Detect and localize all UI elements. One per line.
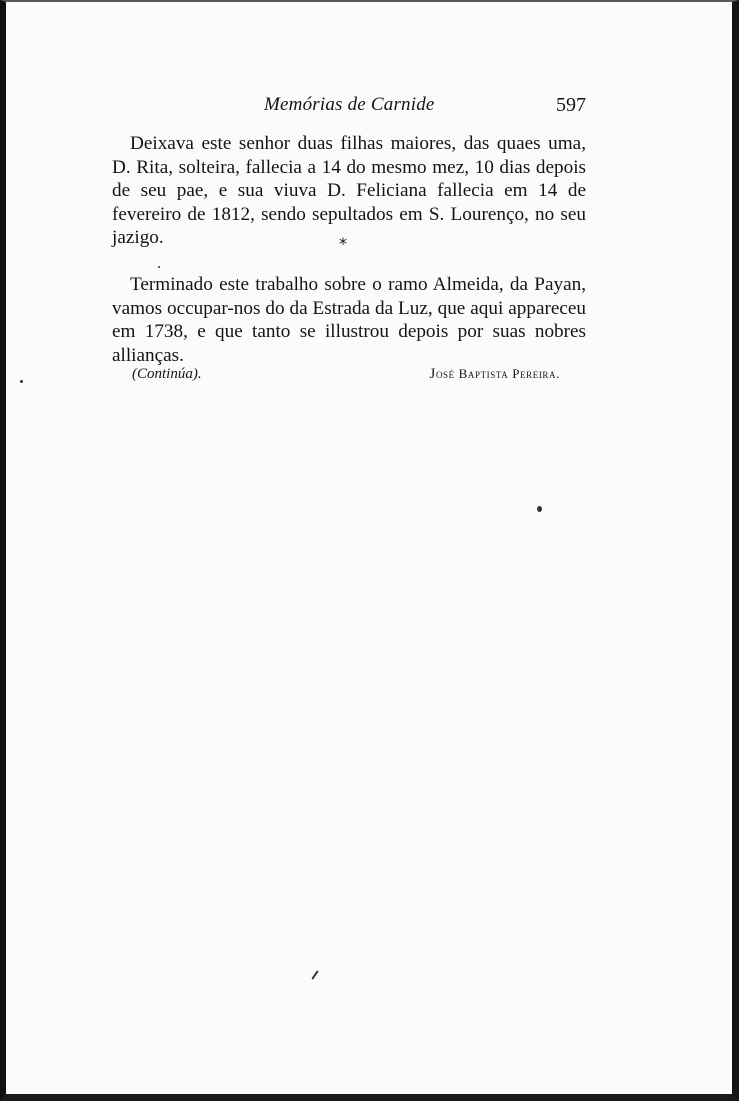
page-header	[112, 94, 586, 120]
signature-line	[112, 366, 586, 388]
paragraph-1: Deixava este senhor duas filhas maiores, das quaes uma, D. Rita, solteira, fallecia a 14 do mesmo mez, 10 dias depois de seu pae, e sua viuva D. Feliciana fallecia em 14 de fevereiro de 1812, sendo sepultados em S. Lourenço, no seu jazigo.	[112, 133, 586, 248]
author-name: José Baptista Pereira.	[429, 366, 560, 382]
page-number: 597	[556, 94, 586, 116]
speck	[20, 380, 23, 383]
section-separator: *	[339, 234, 347, 253]
continued-note: (Continúa).	[132, 366, 202, 382]
speck	[158, 266, 160, 268]
running-title: Memórias de Carnide	[264, 94, 435, 115]
paragraph-2: Terminado este trabalho sobre o ramo Almeida, da Payan, vamos occupar-nos do da Estrada da Luz, que aqui appareceu em 1738, e que tanto se illustrou depois por suas nobres allianças.	[112, 274, 586, 366]
bleed-through-text	[106, 422, 586, 444]
speck	[311, 970, 318, 979]
speck	[537, 506, 542, 512]
